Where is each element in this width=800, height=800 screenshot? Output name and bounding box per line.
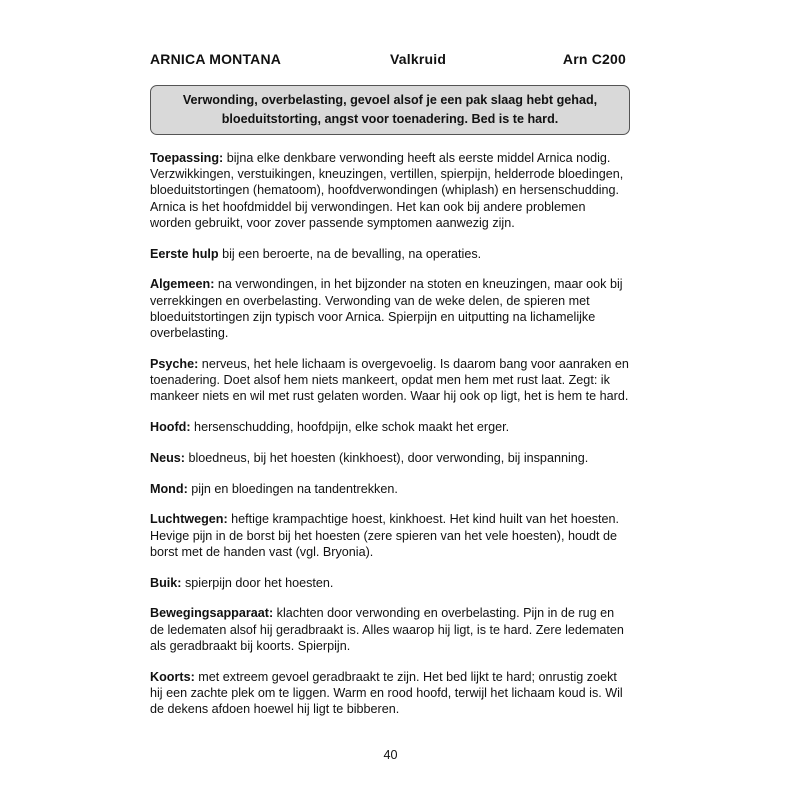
section-text: nerveus, het hele lichaam is overgevoelig. Is daarom bang voor aanraken en toenadering. Doet alsof hem niets mankeert, opdat men hem met rust laat. Zegt: ik mankeer niets en wil met rust gelaten worden. Waar hij ook op ligt, het is hem te hard.: [150, 356, 629, 404]
section-koorts: [150, 669, 630, 718]
section-text: bij een beroerte, na de bevalling, na operaties.: [218, 246, 482, 261]
section-label: Luchtwegen:: [150, 512, 228, 527]
remedy-code: Arn C200: [562, 51, 626, 67]
section-text: met extreem gevoel geradbraakt te zijn. Het bed lijkt te hard; onrustig zoekt hij een zachte plek om te liggen. Warm en rood hoofd, terwijl het lichaam koud is. Wil de dekens afdoen hoewel hij ligt te bibberen.: [150, 669, 623, 717]
section-text: bloedneus, bij het hoesten (kinkhoest), door verwonding, bij inspanning.: [185, 450, 589, 465]
remedy-common-name: Valkruid: [390, 51, 447, 67]
section-label: Buik:: [150, 575, 182, 590]
section-hoofd: [150, 419, 630, 435]
page-number: 40: [383, 748, 398, 762]
section-label: Mond:: [150, 481, 188, 496]
section-label: Eerste hulp: [150, 246, 219, 261]
section-toepassing: [150, 150, 630, 231]
section-label: Koorts:: [150, 669, 195, 684]
remedy-title: ARNICA MONTANA: [150, 51, 282, 67]
section-label: Toepassing:: [150, 151, 224, 165]
section-text: klachten door verwonding en overbelasting. Pijn in de rug en de ledematen alsof hij geradbraakt is. Alles waarop hij ligt, is te hard. Zere ledematen als geradbraakt bij koorts. Spierpijn.: [150, 606, 624, 653]
section-algemeen: [150, 276, 630, 341]
section-label: Bewegingsapparaat:: [150, 606, 274, 621]
section-buik: [150, 575, 630, 591]
page-header: [150, 51, 626, 69]
summary-box: [150, 85, 630, 135]
section-text: bijna elke denkbare verwonding heeft als eerste middel Arnica nodig. Verzwikkingen, verstuikingen, kneuzingen, vertillen, spierpijn, helderrode bloedingen, bloeduitstortingen (hematoom), hoofdverwondingen (whiplash) en hersenschudding. Arnica is het hoofdmiddel bij verwondingen. Het kan ook bij andere problemen worden gebruikt, voor zover passende symptomen aanwezig zijn.: [150, 151, 624, 230]
section-eerste-hulp: [150, 246, 630, 262]
section-label: Neus:: [150, 450, 185, 465]
body-text: [150, 150, 630, 732]
section-luchtwegen: [150, 511, 630, 560]
section-neus: [150, 450, 630, 466]
section-text: hersenschudding, hoofdpijn, elke schok maakt het erger.: [190, 420, 510, 435]
section-text: spierpijn door het hoesten.: [181, 575, 334, 590]
section-bewegingsapparaat: [150, 605, 630, 654]
section-label: Hoofd:: [150, 420, 191, 435]
section-label: Psyche:: [150, 356, 199, 371]
section-label: Algemeen:: [150, 277, 215, 292]
section-text: na verwondingen, in het bijzonder na stoten en kneuzingen, maar ook bij verrekkingen en overbelasting. Verwonding van de weke delen, de spieren met bloeduitstortingen zijn typisch voor Arnica. Spierpijn en uitputting na lichamelijke overbelasting.: [150, 277, 623, 341]
section-text: pijn en bloedingen na tandentrekken.: [187, 481, 398, 496]
summary-text: Verwonding, overbelasting, gevoel alsof je een pak slaag hebt gehad, bloeduitstorting, angst voor toenadering. Bed is te hard.: [182, 93, 598, 126]
section-psyche: [150, 356, 630, 405]
section-mond: [150, 481, 630, 497]
section-text: heftige krampachtige hoest, kinkhoest. Het kind huilt van het hoesten. Hevige pijn in de borst bij het hoesten (zere spieren van het vele hoesten), houdt de borst met de handen vast (vgl. Bryonia).: [150, 512, 620, 559]
